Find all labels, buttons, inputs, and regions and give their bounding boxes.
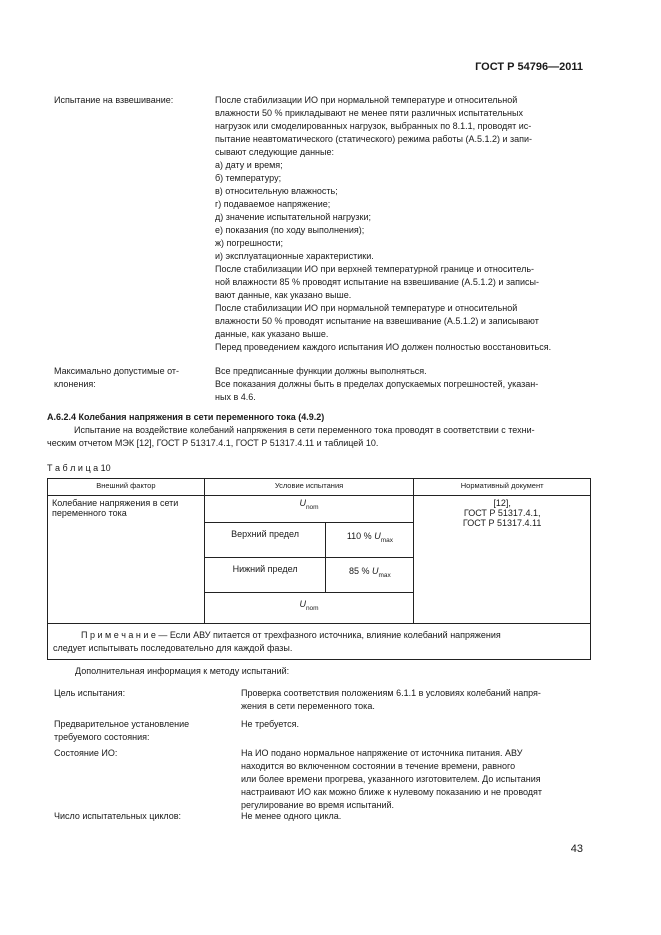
- list-item: а) дату и время;: [215, 160, 283, 170]
- note-text-line: следует испытывать последовательно для каждой фазы.: [53, 643, 293, 653]
- info-text: [241, 718, 586, 731]
- text-line: Проверка соответствия положениям 6.1.1 в условиях колебаний напря-: [241, 688, 541, 698]
- text-line: После стабилизации ИО при верхней температурной границе и относитель-: [215, 264, 535, 274]
- weighing-text: [215, 94, 585, 354]
- list-item: в) относительную влажность;: [215, 186, 338, 196]
- text-line: или более времени прогрева, указанного изготовителем. До испытания: [241, 774, 541, 784]
- u-symbol: U: [299, 599, 306, 609]
- max-errors-label: [54, 365, 204, 391]
- text-line: регулирование во время испытаний.: [241, 800, 395, 810]
- list-item: г) подаваемое напряжение;: [215, 199, 331, 209]
- label-line: Предварительное установление: [54, 719, 190, 729]
- info-label: Состояние ИО:: [54, 748, 118, 758]
- unom-cell: [204, 496, 414, 523]
- text-line: Не менее одного цикла.: [241, 811, 342, 821]
- text-line: Перед проведением каждого испытания ИО должен полностью восстановиться.: [215, 342, 552, 352]
- list-item: ж) погрешности;: [215, 238, 284, 248]
- text-line: Не требуется.: [241, 719, 299, 729]
- info-text: [241, 747, 586, 812]
- u-symbol: U: [374, 531, 381, 541]
- text-line: ных в 4.6.: [215, 392, 256, 402]
- lower-value: 85 %: [348, 566, 370, 576]
- text-line: На ИО подано нормальное напряжение от источника питания. АВУ: [241, 748, 523, 758]
- section-text-line: Испытание на воздействие колебаний напряжения в сети переменного тока проводят в соответствии с техни-: [74, 425, 535, 435]
- info-label: Число испытательных циклов:: [54, 811, 182, 821]
- u-symbol: U: [372, 566, 379, 576]
- text-line: пытание неавтоматического (статического) режима работы (А.5.1.2) и запи-: [215, 134, 533, 144]
- table-row: [48, 496, 591, 523]
- table-note-row: [48, 624, 591, 660]
- max-subscript: max: [380, 536, 393, 544]
- info-label: Цель испытания:: [54, 688, 126, 698]
- section-text-line: ческим отчетом МЭК [12], ГОСТ Р 51317.4.1, ГОСТ Р 51317.4.11 и таблицей 10.: [47, 438, 379, 448]
- list-item: и) эксплуатационные характеристики.: [215, 251, 374, 261]
- header-cell: Внешний фактор: [48, 479, 205, 496]
- label-line: Максимально допустимые от-: [54, 366, 180, 376]
- u-symbol: U: [299, 498, 306, 508]
- text-line: данные, как указано выше.: [215, 329, 329, 339]
- text-line: сывают следующие данные:: [215, 147, 334, 157]
- text-line: Все показания должны быть в пределах допускаемых погрешностей, указан-: [215, 379, 539, 389]
- header-cell: Условие испытания: [204, 479, 414, 496]
- text-line: влажности 50 % прикладывают не менее пяти различных испытательных: [215, 108, 523, 118]
- table-header-row: [48, 479, 591, 496]
- factor-cell: [48, 496, 205, 624]
- doc-ref: [12],: [493, 498, 511, 508]
- unom-cell: [204, 593, 414, 624]
- page-number: 43: [570, 843, 583, 855]
- note-text: — Если АВУ питается от трехфазного источника, влияние колебаний напряжения: [155, 630, 501, 640]
- section-title: А.6.2.4 Колебания напряжения в сети переменного тока (4.9.2): [47, 412, 325, 422]
- info-label: [54, 718, 234, 744]
- max-errors-text: [215, 365, 585, 404]
- text-line: жения в сети переменного тока.: [241, 701, 375, 711]
- factor-line: переменного тока: [52, 508, 127, 518]
- text-line: находится во включенном состоянии в течение времени, равного: [241, 761, 516, 771]
- document-id: ГОСТ Р 54796—2011: [475, 61, 583, 73]
- info-text: [241, 810, 586, 823]
- note-label: П р и м е ч а н и е: [81, 630, 156, 640]
- list-item: е) показания (по ходу выполнения);: [215, 225, 365, 235]
- upper-label-cell: Верхний предел: [204, 523, 326, 558]
- upper-value: 110 %: [346, 531, 372, 541]
- label-line: требуемого состояния:: [54, 732, 150, 742]
- nom-subscript: nom: [305, 503, 319, 511]
- section-a624: [47, 411, 587, 450]
- text-line: настраивают ИО как можно ближе к нулевому показанию и не проводят: [241, 787, 543, 797]
- max-subscript: max: [378, 571, 391, 579]
- info-text: [241, 687, 586, 713]
- header-cell: Нормативный документ: [414, 479, 591, 496]
- weighing-label: Испытание на взвешивание:: [54, 95, 174, 105]
- text-line: После стабилизации ИО при нормальной температуре и относительной: [215, 303, 518, 313]
- lower-value-cell: [326, 558, 414, 593]
- docs-cell: [414, 496, 591, 624]
- factor-line: Колебание напряжения в сети: [52, 498, 179, 508]
- nom-subscript: nom: [305, 604, 319, 612]
- text-line: нагрузок или смоделированных нагрузок, выбранных по 8.1.1, проводят ис-: [215, 121, 532, 131]
- label-line: клонения:: [54, 379, 96, 389]
- list-item: д) значение испытательной нагрузки;: [215, 212, 371, 222]
- lower-label-cell: Нижний предел: [204, 558, 326, 593]
- note-cell: [48, 624, 591, 660]
- extra-info-heading: Дополнительная информация к методу испытаний:: [75, 666, 290, 676]
- text-line: Все предписанные функции должны выполняться.: [215, 366, 427, 376]
- text-line: влажности 50 % проводят испытание на взвешивание (А.5.1.2) и записывают: [215, 316, 539, 326]
- doc-ref: ГОСТ Р 51317.4.11: [462, 518, 542, 528]
- upper-value-cell: [326, 523, 414, 558]
- doc-ref: ГОСТ Р 51317.4.1,: [463, 508, 541, 518]
- table-caption: Т а б л и ц а 10: [47, 463, 111, 473]
- text-line: После стабилизации ИО при нормальной температуре и относительной: [215, 95, 518, 105]
- list-item: б) температуру;: [215, 173, 282, 183]
- table-10: [47, 478, 591, 660]
- text-line: вают данные, как указано выше.: [215, 290, 352, 300]
- text-line: ной влажности 85 % проводят испытание на взвешивание (А.5.1.2) и записы-: [215, 277, 539, 287]
